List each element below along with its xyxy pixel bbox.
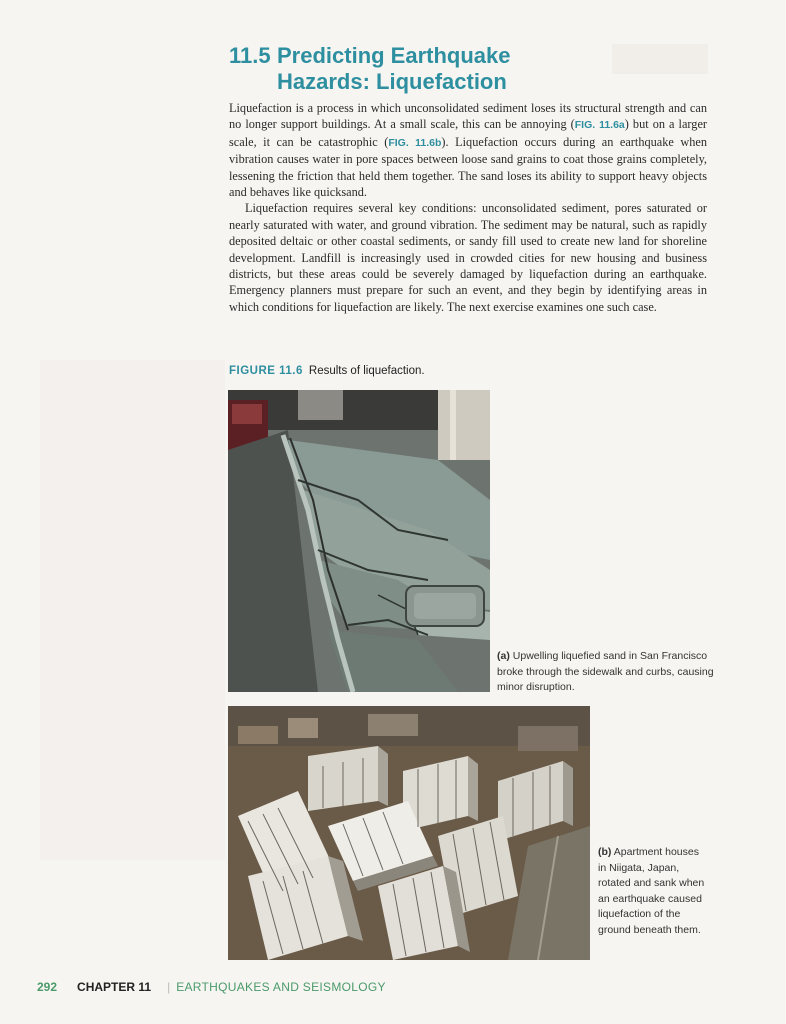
figure-ref-11-6b[interactable]: FIG. 11.6b [388,136,442,149]
figure-number: FIGURE 11.6 [229,365,303,377]
caption-a-text: Upwelling liquefied sand in San Francisco broke through the sidewalk and curbs, causing minor disruption. [497,650,714,693]
show-through-artifact [40,360,225,860]
caption-b [598,845,708,938]
figure-label [229,365,425,377]
photo-liquefied-sidewalk [228,390,490,692]
caption-b-text: Apartment houses in Niigata, Japan, rotated and sank when an earthquake caused liquefaction of the ground beneath them. [598,846,705,936]
page-footer [37,980,386,994]
section-number: 11.5 [229,43,271,68]
caption-b-label: (b) [598,846,612,858]
paragraph-1 [229,100,707,200]
paragraph-1-text-c: ). Liquefaction occurs during an earthquake when vibration causes water in pore spaces between loose sand grains to coat those grains completely, lessening the friction that held them together. The sand loses its ability to support heavy objects and behaves like quicksand. [229,134,708,200]
chapter-title: EARTHQUAKES AND SEISMOLOGY [176,980,386,994]
section-heading [229,43,709,95]
paragraph-1-text-a: Liquefaction is a process in which unconsolidated sediment loses its structural strength and can no longer support buildings. At a small scale, this can be annoying ( [229,101,707,132]
caption-a-label: (a) [497,650,510,662]
caption-a [497,649,717,696]
paragraph-1-text-b: ) but on a larger scale, it can be catastrophic ( [229,117,708,149]
section-title-line1: Predicting Earthquake [277,43,511,68]
footer-divider: | [167,980,171,994]
paragraph-2: Liquefaction requires several key conditions: unconsolidated sediment, pores saturated or nearly saturated with water, and ground vibration. The sediment may be natural, such as rapidly deposited deltaic or other coastal sediments, or sandy fill used to create new land for shoreline development. Landfill is increasingly used in crowded cities for new housing and business districts, but these areas could be severely damaged by liquefaction during an earthquake. Emergency planners must prepare for such an event, and they begin by identifying areas in which conditions for liquefaction are likely. The next exercise examines one such case. [229,201,707,314]
section-title-line2: Hazards: Liquefaction [277,69,507,94]
figure-title: Results of liquefaction. [308,365,425,377]
chapter-label: CHAPTER 11 [77,980,152,994]
page-number: 292 [37,980,58,994]
figure-ref-11-6a[interactable]: FIG. 11.6a [574,119,625,132]
body-text [229,100,707,315]
photo-tilted-apartments [228,706,590,960]
